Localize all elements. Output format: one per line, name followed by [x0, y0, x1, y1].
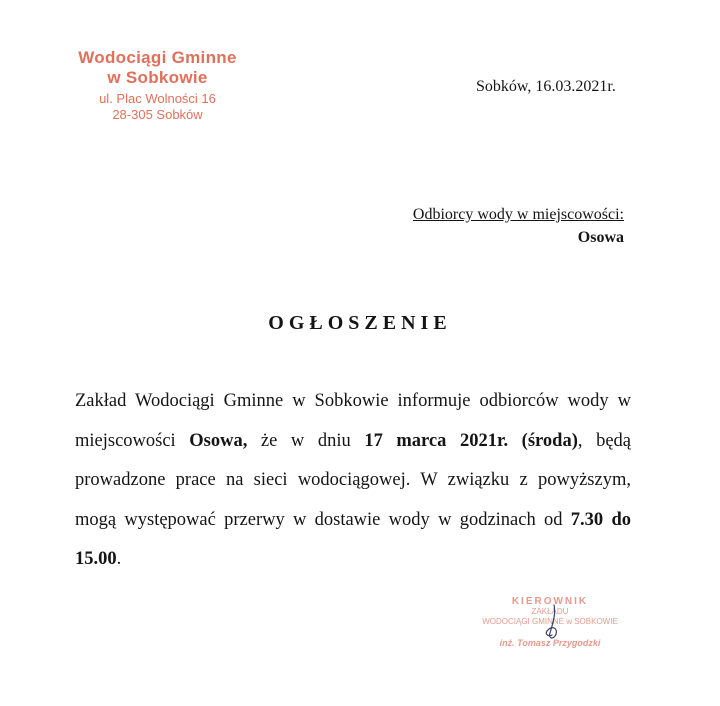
body-hours: 7.30 do 15.00	[75, 509, 631, 569]
stamp-company-location: w Sobkowie	[107, 68, 208, 87]
stamp-postal-address: 28-305 Sobków	[112, 107, 203, 122]
stamp-company-name: Wodociągi Gminne	[78, 48, 237, 67]
recipients-label: Odbiorcy wody w miejscowości:	[412, 206, 624, 223]
handwritten-signature	[534, 603, 574, 643]
body-place: Osowa,	[189, 430, 248, 451]
body-date: 17 marca 2021r. (środa)	[364, 430, 578, 451]
stamp-street-address: ul. Plac Wolności 16	[99, 91, 216, 106]
signature-stamp-person: inż. Tomasz Przygodzki	[499, 638, 601, 648]
body-text-3: , będą prowadzone prace na sieci wodociągowej. W związku z powyższym, mogą występować przerwy w dostawie wody w godzinach od	[75, 430, 631, 530]
body-text-2: że w dniu	[247, 430, 365, 451]
body-text-1: Zakład Wodociągi Gminne w Sobkowie informuje odbiorców wody w miejscowości	[75, 391, 631, 451]
body-text-4: .	[116, 549, 122, 569]
announcement-body	[75, 382, 631, 580]
signature-stamp-unit: ZAKŁADU	[531, 607, 569, 616]
header-stamp	[55, 48, 260, 123]
recipients-block	[413, 203, 624, 249]
document-date: Sobków, 16.03.2021r.	[476, 78, 616, 95]
signature-stamp-company: WODOCIĄGI GMINNE w SOBKOWIE	[482, 617, 618, 626]
recipients-place: Osowa	[577, 229, 624, 246]
signature-stamp-role: KIEROWNIK	[511, 596, 589, 607]
announcement-title: OGŁOSZENIE	[268, 312, 452, 334]
